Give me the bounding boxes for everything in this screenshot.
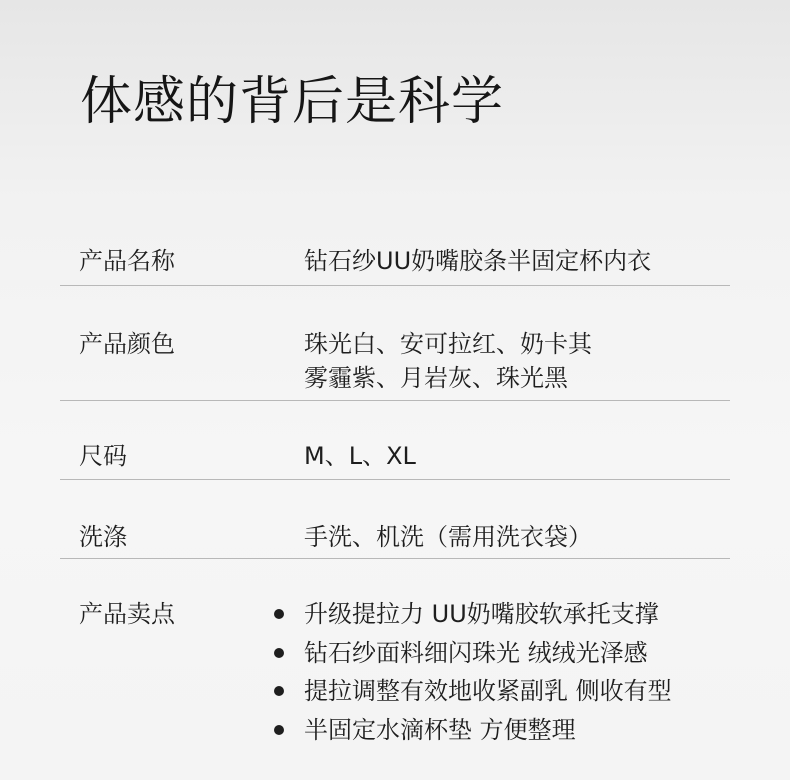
selling-point-text: 钻石纱面料细闪珠光 绒绒光泽感 (304, 638, 648, 667)
spec-value-line-2: 雾霾紫、月岩灰、珠光黑 (304, 364, 568, 392)
page-title: 体感的背后是科学 (80, 72, 505, 132)
spec-value: 钻石纱UU奶嘴胶条半固定杯内衣 (304, 247, 652, 275)
selling-point-item (272, 597, 672, 636)
selling-point-item (272, 674, 672, 713)
spec-row-product-name (60, 240, 730, 286)
selling-point-item (272, 636, 672, 675)
spec-value-line-1: 珠光白、安可拉红、奶卡其 (304, 330, 592, 358)
selling-point-text: 升级提拉力 UU奶嘴胶软承托支撑 (304, 600, 659, 628)
spec-label: 产品卖点 (79, 600, 175, 628)
spec-label: 产品颜色 (79, 330, 175, 358)
spec-row-selling-points (60, 559, 730, 759)
selling-point-text: 半固定水滴杯垫 方便整理 (304, 716, 576, 745)
selling-point-item (272, 713, 672, 752)
spec-row-product-color (60, 286, 730, 401)
spec-row-wash (60, 480, 730, 559)
spec-value: 手洗、机洗（需用洗衣袋） (304, 523, 592, 551)
bullet-dot-icon (274, 609, 284, 619)
spec-row-size (60, 401, 730, 480)
spec-label: 尺码 (79, 442, 127, 470)
spec-value: M、L、XL (304, 442, 416, 470)
selling-points-list (272, 597, 672, 752)
bullet-dot-icon (274, 648, 284, 658)
selling-point-text: 提拉调整有效地收紧副乳 侧收有型 (304, 677, 672, 706)
bullet-dot-icon (274, 725, 284, 735)
spec-label: 洗涤 (79, 523, 127, 551)
spec-label: 产品名称 (79, 247, 175, 275)
bullet-dot-icon (274, 686, 284, 696)
